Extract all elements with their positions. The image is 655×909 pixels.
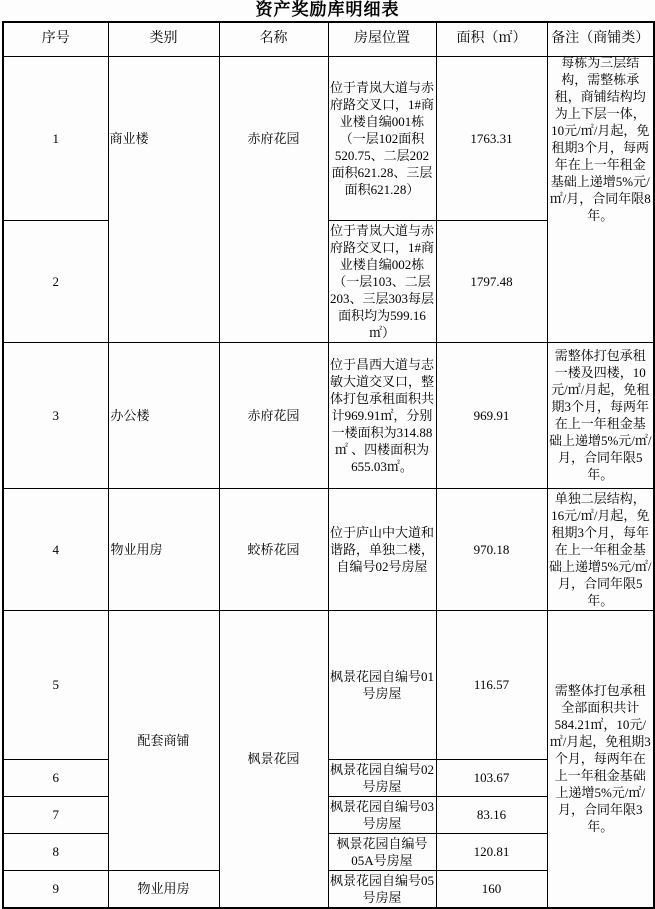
row-5-remark: 需整体打包承租全部面积共计584.21㎡，10元/㎡/月起，免租期3个月，每两年在上一年租金基础上递增5%元/㎡/月，合同年限3年。: [547, 610, 654, 908]
row-5-area: 116.57: [436, 610, 547, 759]
row-4-remark: 单独二层结构，16元/㎡/月起，免租期3个月，每年在上一年租金基础上递增5%元/㎡/月，合同年限5年。: [547, 488, 654, 610]
row-1-category: [108, 56, 219, 342]
row-6-area: 103.67: [436, 759, 547, 796]
table-row: [3, 488, 654, 610]
row-3-name: 赤府花园: [219, 342, 328, 488]
row-1-category-text: 商业楼: [109, 131, 149, 146]
row-2-location: 位于青岚大道与赤府路交叉口，1#商业楼自编002栋（一层103、二层203、三层303每层面积均为599.16㎡）: [328, 220, 436, 342]
table-row: [3, 342, 654, 488]
row-3-remark: 需整体打包承租一楼及四楼，10元/㎡/月起，免租期3个月，每两年在上一年租金基础上递增5%元/㎡/月，合同年限5年。: [547, 342, 654, 488]
row-8-location: 枫景花园自编号05A号房屋: [328, 833, 436, 870]
row-6-location: 枫景花园自编号02号房屋: [328, 759, 436, 796]
page-title: 资产奖励库明细表: [255, 0, 400, 19]
row-5-location: 枫景花园自编号01号房屋: [328, 610, 436, 759]
row-1-name: [219, 56, 328, 342]
row-4-area: 970.18: [436, 488, 547, 610]
row-6-no: 6: [3, 759, 108, 796]
header-category: 类别: [108, 22, 219, 56]
table-row: [3, 610, 654, 759]
row-1-name-text: 赤府花园: [247, 131, 300, 146]
table-header-row: [3, 22, 654, 56]
row-1-location: 位于青岚大道与赤府路交叉口，1#商业楼自编001栋（一层102面积520.75、二层202面积621.28、三层面积621.28）: [328, 56, 436, 220]
row-7-area: 83.16: [436, 796, 547, 833]
row-4-category: 物业用房: [108, 488, 219, 610]
row-3-area: 969.91: [436, 342, 547, 488]
row-9-location: 枫景花园自编号05号房屋: [328, 870, 436, 908]
row-7-no: 7: [3, 796, 108, 833]
row-1-no: 1: [3, 56, 108, 220]
table-row: [3, 56, 654, 220]
row-4-name: 蛟桥花园: [219, 488, 328, 610]
row-5-no: 5: [3, 610, 108, 759]
row-4-location: 位于庐山中大道和谐路，单独二楼，自编号02号房屋: [328, 488, 436, 610]
row-8-no: 8: [3, 833, 108, 870]
header-name: 名称: [219, 22, 328, 56]
row-2-area: 1797.48: [436, 220, 547, 342]
asset-reward-table: [2, 21, 655, 909]
row-1-remark-text: 每栋为三层结构，需整栋承租，商铺结构均为上下层一体，10元/㎡/月起，免租期3个月，每两年在上一年租金基础上递增5%元/㎡/月，合同年限8年。: [549, 54, 651, 223]
header-remark: 备注（商铺类）: [547, 22, 654, 56]
header-area: 面积（㎡）: [436, 22, 547, 56]
row-3-no: 3: [3, 342, 108, 488]
row-1-remark: [547, 56, 654, 342]
row-9-category: 物业用房: [108, 870, 219, 908]
row-9-area: 160: [436, 870, 547, 908]
row-3-location: 位于昌西大道与志敏大道交叉口，整体打包承租面积共计969.91㎡，分别一楼面积为314.88㎡ 、四楼面积为655.03㎡。: [328, 342, 436, 488]
row-5-name: 枫景花园: [219, 610, 328, 908]
row-1-area: 1763.31: [436, 56, 547, 220]
row-3-category: 办公楼: [108, 342, 219, 488]
header-location: 房屋位置: [328, 22, 436, 56]
row-9-no: 9: [3, 870, 108, 908]
row-5-category: 配套商铺: [108, 610, 219, 870]
row-4-no: 4: [3, 488, 108, 610]
header-no: 序号: [3, 22, 108, 56]
row-8-area: 120.81: [436, 833, 547, 870]
row-7-location: 枫景花园自编号03号房屋: [328, 796, 436, 833]
row-2-no: 2: [3, 220, 108, 342]
